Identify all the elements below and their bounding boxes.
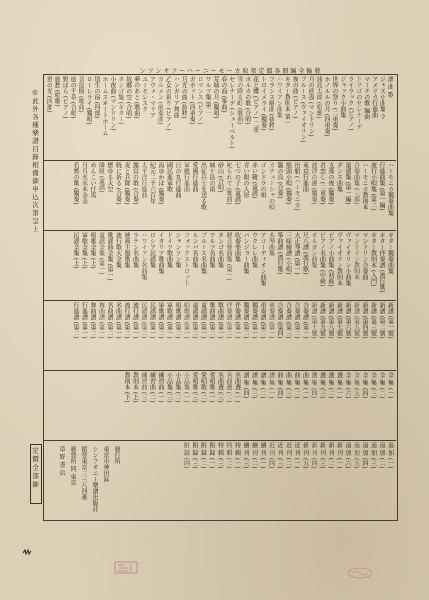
catalog-entry: ポルカの歌 (合唱) <box>243 76 251 125</box>
catalog-entry: 追 加 (二) <box>378 442 385 469</box>
catalog-entry: 三味線譜 (小唄) <box>284 232 292 275</box>
catalog-entry: 選 集 (三) <box>318 372 326 399</box>
catalog-entry: 特 輯 (二) <box>225 442 232 469</box>
catalog-entry: 七つの子 (童謡) <box>233 162 241 205</box>
catalog-entry: 愛唱歌 (一) <box>208 372 215 403</box>
price-label: 定價全部御 <box>31 447 39 490</box>
catalog-entry: 支那の夜 (獨奏) <box>327 162 334 205</box>
catalog-entry: フォックストロット <box>182 232 190 286</box>
catalog-entry: 愛唱歌 (二) <box>199 372 207 403</box>
catalog-entry: 歌謡曲全集 (第一) <box>106 232 113 281</box>
catalog-entry: 愛唱歌 (三) <box>191 372 198 403</box>
catalog-entry: 故郷の空 (合唱) <box>124 76 132 119</box>
publisher-line: 振替東京二三八四番 <box>80 446 87 500</box>
catalog-entry: ロマンス (ピアノ) <box>196 76 204 125</box>
catalog-entry: ゴンドラの唄 <box>259 162 266 198</box>
catalog-entry: 君恋し (二重奏) <box>318 162 326 205</box>
catalog-entry: 若鷲の歌 (獨奏) <box>72 162 79 205</box>
catalog-entry: 新譜 (第二號) <box>378 302 385 339</box>
catalog-entry: ダンス曲集 <box>335 162 343 192</box>
catalog-entry: 唱歌譜 (第一) <box>182 302 190 339</box>
catalog-entry: 世界の祭り (二重奏) <box>330 76 338 131</box>
catalog-entry: 庭の千草 (合唱) <box>69 76 77 119</box>
catalog-entry: 續 刊 (一) <box>259 442 266 469</box>
catalog-entry: 軍艦行進曲 <box>182 162 190 192</box>
catalog-entry: 全 集 (一) <box>386 372 394 399</box>
catalog-entry: ギター教則本 (入門) <box>369 232 377 287</box>
catalog-entry: ワルツ名曲集 <box>208 232 215 268</box>
catalog-entry: 附 録 (四) <box>182 442 190 469</box>
catalog-entry: ドリゴのセレナーデ <box>354 76 362 130</box>
catalog-entry: 出船 (ハーモニカ) <box>293 162 300 211</box>
catalog-entry: 海ゆかば (獨奏) <box>157 162 164 205</box>
section-divider <box>43 370 396 371</box>
catalog-entry: 菩提樹 (歌曲) <box>77 76 85 113</box>
catalog-entry: 暁に祈る (合奏) <box>114 162 122 205</box>
catalog-entry: タンゴ集 (ギター) <box>116 76 124 125</box>
catalog-entry: 流行小唄集 (第二) <box>369 162 377 211</box>
catalog-entry: 唱歌譜 (第二) <box>174 302 181 339</box>
catalog-entry: 名曲選 (二) <box>225 372 232 403</box>
catalog-entry: マンドリン教則本 <box>352 232 360 280</box>
catalog-entry: 尺八譜 (流行歌) <box>301 232 309 275</box>
catalog-entry: 月月火水木金金 <box>80 162 88 204</box>
catalog-entry: ハワイアン曲集 <box>275 76 283 118</box>
catalog-entry: 夢のあと (歌曲) <box>132 76 140 119</box>
library-stamp-icon <box>113 560 143 576</box>
catalog-entry: 小夜曲 (マンドリン) <box>108 76 116 131</box>
catalog-entry: 船頭小唄 (獨奏) <box>284 162 292 205</box>
catalog-entry: 小品集 (一) <box>182 372 190 403</box>
catalog-entry: 選 集 (二) <box>327 372 334 399</box>
catalog-entry: 譜 集 (三) <box>250 372 258 399</box>
catalog-entry: 譜 集 (二) <box>259 372 266 399</box>
catalog-entry: 軍歌譜 (第二) <box>157 302 164 339</box>
catalog-entry: 附 録 (二) <box>199 442 207 469</box>
catalog-entry: 新譜 (第九號) <box>318 302 326 339</box>
catalog-entry: ホームスヰートホーム <box>100 76 108 136</box>
catalog-entry: 國民進軍歌 <box>165 162 173 192</box>
catalog-entry: ハーモニカ獨奏曲集 <box>386 162 394 216</box>
catalog-entry: ワルツ集 第二 <box>203 76 211 114</box>
catalog-entry: ギター獨奏曲集 <box>386 232 394 274</box>
catalog-entry: 新譜 (第一號) <box>386 302 394 339</box>
catalog-entry: 大正琴譜 (第一) <box>293 232 300 275</box>
catalog-entry: 獨奏譜 (第二) <box>242 302 249 339</box>
catalog-entry: 民謡全集 (上) <box>72 232 79 269</box>
archive-stamp-icon <box>346 566 374 580</box>
catalog-entry: 全 集 (三) <box>369 372 377 399</box>
catalog-entry: 月光の曲 (抜粋) <box>180 76 188 119</box>
catalog-entry: ホノルルの月 (四重奏) <box>322 76 330 137</box>
catalog-entry: 追 加 (五) <box>352 442 360 469</box>
catalog-entry: ピアノ名曲集 (中級) <box>318 232 326 287</box>
catalog-entry: 曲 集 (四) <box>276 372 283 399</box>
catalog-entry: ルンバ名曲集 <box>191 232 198 268</box>
catalog-entry: 新譜 (第十號) <box>310 302 317 339</box>
catalog-entry: 追 加 (三) <box>369 442 377 469</box>
catalog-entry: ハンガリア舞曲 <box>172 76 180 118</box>
catalog-entry: 愛國行進曲 <box>191 162 198 192</box>
catalog-entry: 民謡譜 (第二) <box>140 302 147 339</box>
catalog-entry: 歌曲譜 (第二) <box>208 302 215 339</box>
catalog-entry: ピアノ小曲集 (初級) <box>327 232 334 287</box>
catalog-entry: 名曲譜 (第一) <box>114 302 122 339</box>
catalog-entry: 附 録 (三) <box>191 442 198 469</box>
catalog-entry: マーチの歌 編曲 <box>362 76 370 120</box>
catalog-entry: 譜 曲 歌 <box>386 76 394 98</box>
catalog-entry: 砂山 (合唱) <box>216 162 224 193</box>
catalog-entry: 童謡集 (第一編) <box>344 162 351 205</box>
catalog-entry: ライラック (ピアノ) <box>346 76 354 131</box>
catalog-entry: 合奏譜 (第三) <box>284 302 292 339</box>
catalog-entry: 全 集 (六) <box>344 372 351 399</box>
catalog-entry: ギター伴奏譜 (流行歌) <box>378 232 385 293</box>
catalog-entry: ジャック小曲集 <box>338 76 346 118</box>
catalog-entry: 埴生の宿 (四部) <box>92 76 100 119</box>
catalog-entry: 新 刊 (一) <box>335 442 343 469</box>
catalog-entry: 小品集 (三) <box>165 372 173 403</box>
catalog-entry: 童謡譜 (第二) <box>191 302 198 339</box>
publisher-line: シンフオニー樂譜出版社 <box>91 446 98 512</box>
catalog-entry: 新 刊 (二) <box>327 442 334 469</box>
catalog-entry: ロシア民謡集 <box>148 232 156 268</box>
catalog-entry: 舞曲譜 (第一) <box>97 302 105 339</box>
catalog-entry: 新譜 (第八號) <box>327 302 334 339</box>
catalog-entry: 新 刊 (五) <box>301 442 309 469</box>
catalog-entry: 浦島太郎 (唱歌) <box>315 76 323 119</box>
catalog-entry: 軽音楽曲集 (第一) <box>225 232 232 281</box>
catalog-entry: アコーディオン曲集 <box>259 232 266 286</box>
catalog-entry: 筝曲譜 (流行歌) <box>276 232 283 275</box>
catalog-entry: 太平洋行進曲 <box>140 162 147 198</box>
catalog-entry: 練習曲 (一) <box>157 372 164 403</box>
catalog-entry: ドイツ歌曲集 <box>165 232 173 268</box>
catalog-entry: めんこい仔馬 <box>89 162 96 198</box>
catalog-entry: イタリア歌曲集 <box>157 232 164 274</box>
catalog-entry: 露営の歌 (合奏) <box>131 162 139 205</box>
catalog-entry: カルメン (前奏曲) <box>156 76 164 125</box>
catalog-entry: 重奏譜 (第一) <box>267 302 275 339</box>
catalog-entry: 特 輯 (三) <box>216 442 224 469</box>
catalog-entry: 城ケ島の雨 <box>208 162 215 192</box>
catalog-entry: 附 録 (一) <box>208 442 215 469</box>
catalog-entry: 教則本 (上) <box>131 372 139 403</box>
catalog-entry: 新譜 (第五號) <box>352 302 360 339</box>
catalog-entry: 夜の曲 (ピアノ) <box>291 76 299 119</box>
catalog-entry: 波浮の港 (獨奏) <box>310 162 317 205</box>
catalog-entry: 練習曲 (三) <box>140 372 147 403</box>
ink-mark-icon <box>22 548 32 556</box>
catalog-entry: ハーモニカ教則本 <box>361 162 368 210</box>
catalog-entry: マンドリン合奏曲 <box>361 232 368 280</box>
catalog-entry: 近 刊 (二) <box>284 442 292 469</box>
catalog-entry: 續 刊 (三) <box>242 442 249 469</box>
side-note: ◎此外各種樂譜目錄相備御申込次第呈上 <box>31 88 39 234</box>
catalog-entry: 新譜 (第七號) <box>335 302 343 339</box>
catalog-entry: 吹奏楽曲集 <box>233 232 241 262</box>
catalog-entry: 荒城の月 (獨唱) <box>211 76 219 119</box>
catalog-entry: 燃ゆる大空 <box>106 162 113 192</box>
catalog-entry: 乙女の祈り (ピアノ) <box>164 76 172 131</box>
catalog-entry: 續 刊 (二) <box>250 442 258 469</box>
catalog-entry: アメリカ行進曲 <box>370 76 378 118</box>
catalog-entry: バンジョー曲集 <box>242 232 249 274</box>
section-divider <box>43 300 396 301</box>
catalog-entry: 童謡全集 (第一) <box>97 232 105 275</box>
catalog-entry: 名曲選 (一) <box>233 372 241 403</box>
catalog-entry: 隣組 (童謡) <box>97 162 105 193</box>
section-divider <box>43 440 396 441</box>
catalog-entry: ジャズ小曲集 ラ <box>378 76 386 120</box>
catalog-entry: 木琴曲集 <box>267 232 275 256</box>
catalog-entry: 近 刊 (一) <box>293 442 300 469</box>
catalog-entry: 新 刊 (三) <box>318 442 326 469</box>
catalog-entry: 合奏譜 (第一) <box>301 302 309 339</box>
catalog-entry: 月の砂漠 (マンドリン) <box>307 76 315 137</box>
catalog-entry: 新譜 (第四號) <box>361 302 368 339</box>
catalog-entry: 合奏譜 (第二) <box>293 302 300 339</box>
catalog-entry: 獨奏譜 (第一) <box>250 302 258 339</box>
catalog-entry: 譜 集 (四) <box>242 372 249 399</box>
catalog-entry: 新 刊 (四) <box>310 442 317 469</box>
catalog-entry: 流行譜 (第一) <box>131 302 139 339</box>
catalog-entry: 麦と兵隊 (獨奏) <box>123 162 130 205</box>
catalog-entry: 行進譜 (第一) <box>80 302 88 339</box>
catalog-entry: ローレライ (獨唱) <box>85 76 93 125</box>
catalog-entry: 練習曲 (二) <box>148 372 156 403</box>
catalog-entry: 流行歌大全集 <box>114 232 122 268</box>
catalog-entry: アヴェ・マリア <box>148 76 156 118</box>
catalog-entry: 名曲譜 (第二) <box>106 302 113 339</box>
catalog-entry: 選 集 (四) <box>310 372 317 399</box>
catalog-entry: 軍歌譜 (第一) <box>165 302 173 339</box>
catalog-entry: 全 集 (五) <box>352 372 360 399</box>
catalog-entry: シャンソン集 <box>174 232 181 268</box>
catalog-entry: 伴奏譜 (第一) <box>233 302 241 339</box>
catalog-entry: 童謡譜 (第一) <box>199 302 207 339</box>
catalog-entry: オルガン曲集 <box>310 232 317 268</box>
catalog-entry: 叱られて (歌曲) <box>225 162 232 205</box>
catalog-entry: 花と蝶 (ピアノ) 二重 <box>251 76 259 133</box>
catalog-entry: 日の丸行進曲 <box>174 162 181 198</box>
catalog-entry: 唱歌全集 (上) <box>89 232 96 269</box>
catalog-entry: ブルース名曲集 <box>199 232 207 274</box>
catalog-entry: 雪の降る町 (歌曲) <box>235 76 243 125</box>
catalog-entry: 赤い靴 (童謡) <box>250 162 258 199</box>
catalog-entry: 出征兵士を送る歌 <box>199 162 207 210</box>
catalog-entry: 近 刊 (四) <box>267 442 275 469</box>
catalog-entry: 重奏譜 (第二) <box>259 302 266 339</box>
catalog-entry: ラテン名曲集 <box>131 232 139 268</box>
catalog-entry: 新譜 (第六號) <box>344 302 351 339</box>
catalog-entry: 名曲選 (三) <box>216 372 224 403</box>
catalog-entry: 春の海 (筝曲) <box>219 76 227 113</box>
catalog-entry: 軍歌全集 (上) <box>80 232 88 269</box>
catalog-entry: 映画主題歌集 <box>123 232 130 268</box>
catalog-entry: ヴァイオリン小曲集 <box>344 232 351 286</box>
publisher-line: 發行所 <box>113 446 120 464</box>
catalog-entry: 追 加 (六) <box>344 442 351 469</box>
catalog-entry: 小品集 (二) <box>174 372 181 403</box>
catalog-entry: 全 集 (二) <box>378 372 385 399</box>
catalog-entry: 追 加 (一) <box>386 442 394 469</box>
catalog-entry: 伴奏譜 (第二) <box>225 302 232 339</box>
catalog-entry: タンゴ名曲集 <box>216 232 224 268</box>
catalog-entry: 曲 集 (三) <box>284 372 292 399</box>
catalog-entry: セレナーデ (シューベルト) <box>227 76 235 149</box>
catalog-entry: 曲 集 (一) <box>301 372 309 399</box>
catalog-entry: 行進曲集 (第一編) <box>378 162 385 211</box>
catalog-entry: ガボット (四重奏) <box>188 76 196 125</box>
catalog-entry: ヴァイオリン教則本 <box>335 232 343 286</box>
catalog-entry: 東京行進曲 <box>301 162 309 192</box>
catalog-entry: トロイメライ (獨奏) <box>259 76 267 131</box>
catalog-entry: 新譜 (第三號) <box>369 302 377 339</box>
catalog-entry: 全 集 (四) <box>361 372 368 399</box>
publisher-line: 東京市神田區 <box>102 446 109 482</box>
catalog-entry: ユーモレスク <box>140 76 148 112</box>
catalog-entry: 曲 集 (二) <box>293 372 300 399</box>
section-divider <box>43 160 396 161</box>
catalog-entry: 追 加 (四) <box>361 442 368 469</box>
catalog-entry: カチューシャの唄 <box>267 162 275 210</box>
catalog-entry: ブルース (ヴァイオリン) <box>299 76 307 143</box>
catalog-entry: 近 刊 (三) <box>276 442 283 469</box>
catalog-entry: 旅愁 (唱歌) <box>53 76 61 107</box>
catalog-entry: 選 集 (一) <box>335 372 343 399</box>
catalog-entry: 青い眼の人形 <box>242 162 249 198</box>
page-title: ンフンオフーハーニーモーカ取楽定價各冊編全輪發 <box>139 68 323 75</box>
catalog-entry: 特 輯 (一) <box>233 442 241 469</box>
catalog-entry: フランス組曲 (抜粋) <box>267 76 275 131</box>
catalog-entry: 野ばら (ピアノ) <box>61 76 69 119</box>
catalog-entry: 合奏曲集 (三部) <box>352 162 360 205</box>
catalog-entry: 行進譜 (第二) <box>72 302 79 339</box>
catalog-entry: ギター教則本 第一 <box>283 76 291 126</box>
section-divider <box>43 230 396 231</box>
catalog-entry: 流行譜 (第二) <box>123 302 130 339</box>
catalog-entry: 譜 集 (一) <box>267 372 275 399</box>
catalog-entry: 民謡譜 (第一) <box>148 302 156 339</box>
catalog-entry: 合奏譜 (第四) <box>276 302 283 339</box>
catalog-entry: 舞曲譜 (第二) <box>89 302 96 339</box>
catalog-entry: 蛍の光 (四部) <box>45 76 53 113</box>
catalog-entry: ウクレレ曲集 <box>250 232 258 268</box>
catalog-entry: ハワイアン名曲集 <box>140 232 147 280</box>
catalog-entry: 紀元二千六百年 <box>148 162 156 204</box>
publisher-line: 發賣所 同 東京 <box>69 446 76 486</box>
publisher-line: 草 野 書 店 <box>58 446 65 476</box>
catalog-entry: 籠の鳥 (合奏) <box>276 162 283 199</box>
catalog-entry: 歌曲譜 (第一) <box>216 302 224 339</box>
catalog-entry: 教則本 (下) <box>123 372 130 403</box>
